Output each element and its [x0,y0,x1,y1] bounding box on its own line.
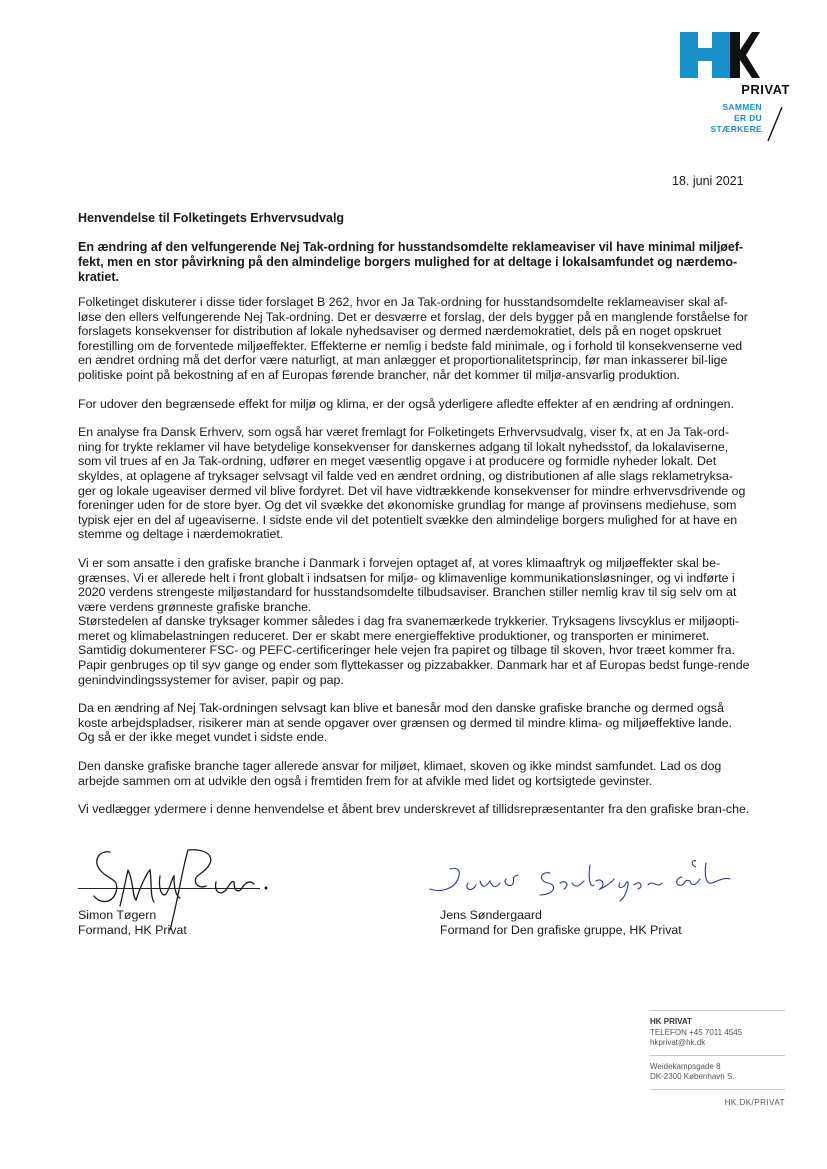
paragraph: Vi er som ansatte i den grafiske branche i Danmark i forvejen optaget af, at vores klimaaftryk og miljøeffekter skal be-grænses. Vi er allerede helt i front globalt i indsatsen for miljø- og klimavenlige kommunikationsløsninger, og vi indførte i 2020 verdens strengeste miljøstandard for husstandsomdelte tilbudsaviser. Branchen stiller nemlig krav til sig selv om at være verdens grønneste grafiske branche. [78,555,737,614]
signature-jens-sondergaard [420,855,760,905]
footer-phone: TELEFON +45 7011 4545 [650,1027,743,1037]
letter-date: 18. juni 2021 [672,174,744,188]
paragraph: Den danske grafiske branche tager allerede ansvar for miljøet, klimaet, skoven og ikke mindst samfundet. Lad os dog arbejde sammen om at udvikle den også i fremtiden frem for at afvikle med lidet og kortsigtede gevinster. [78,759,722,788]
signature-line [78,888,260,889]
logo-tagline: SAMMEN ER DU STÆRKERE [710,102,762,134]
logo-slash-icon [766,106,784,142]
contact-block [650,1011,785,1055]
signatory-name: Simon Tøgern [78,908,157,922]
letter-headline: En ændring af den velfungerende Nej Tak-ordning for husstandsomdelte reklameaviser vil have minimal miljøef-fekt, men en stor påvirkning på den almindelige borgers mulighed for at deltage i lokalsamfundet og nærdemo-kratiet. [78,240,744,284]
footer-email[interactable]: hkprivat@hk.dk [650,1038,706,1047]
footer-org: HK PRIVAT [650,1017,692,1026]
logo-wordmark: PRIVAT [741,82,790,97]
paragraph: Folketinget diskuterer i disse tider forslaget B 262, hvor en Ja Tak-ordning for husstandsomdelte reklameaviser skal af-løse den ellers velfungerende Nej Tak-ordning. Det er desværre et forslag, der dels bygger på en manglende forståelse for forslagets konsekvenser for distribution af lokale nyhedsaviser og dermed nærdemokratiet, dels på en noget opskruet forestilling om de forventede miljøeffekter. Effekterne er nemlig i bedste fald minimale, og i forhold til konsekvenserne ved en ændret ordning må det derfor være naturligt, at man anlægger et proportionalitetsprincip, før man inkasserer bil-lige politiske point på bekostning af en af Europas førende brancher, når det kommer til miljø-ansvarlig produktion. [78,295,748,382]
footer-website[interactable]: HK.DK/PRIVAT [724,1097,785,1107]
paragraph: Størstedelen af danske tryksager kommer således i dag fra svanemærkede trykkerier. Tryksagens livscyklus er miljøopti-meret og klimabelastningen reduceret. Der er skabt mere energieffektive produktioner, og transporten er minimeret. Samtidig dokumenterer FSC- og PEFC-certificeringer hele vejen fra papiret og tilbage til skoven, hvor træet kommer fra. Papir genbruges op til syv gange og ender som flyttekasser og pizzabakker. Danmark har et af Europas bedst funge-rende genindvindingssystemer for aviser, papir og pap. [78,614,750,687]
paragraph: For udover den begrænsede effekt for miljø og klima, er der også yderligere afledte effekter af en ændring af ordningen. [78,396,734,411]
paragraph: Da en ændring af Nej Tak-ordningen selvsagt kan blive et banesår mod den danske grafiske branche og dermed også koste arbejdspladser, risikerer man at sende opgaver over grænsen og dermed til mindre klima- og miljøeffektive lande. Og så er der ikke meget vundet i sidste ende. [78,701,733,745]
signatory-2 [440,908,682,937]
letter-body [78,295,750,831]
hk-logo-mark [680,32,760,78]
hk-privat-logo [680,32,790,144]
signatory-name: Jens Søndergaard [440,908,542,922]
footer-city: DK-2300 København S. [650,1072,735,1081]
paragraph: En analyse fra Dansk Erhverv, som også har været fremlagt for Folketingets Erhvervsudvalg, viser fx, at en Ja Tak-ord-ning for trykte reklamer vil have betydelige konsekvenser for danskernes adgang til lokalt nyhedsstof, da lokalaviserne, som vil trues af en Ja Tak-ordning, udfører en meget væsentlig opgave i at producere og formidle nyheder lokalt. Det skyldes, at oplagene af tryksager selvsagt vil falde ved en ændret ordning, og distributionen af alle slags reklametryksa-ger og lokale ugeaviser dermed vil blive fordyret. Det vil have vidtrækkende konsekvenser for mindre erhvervsdrivende og foreninger uden for de store byer. Og det vil svække det økonomiske grundlag for mange af provinsens mediehuse, som typisk ejer en del af ugeaviserne. I sidste ende vil det potentielt svække den almindelige borgers mulighed for at have en stemme og deltage i nærdemokratiet. [78,425,746,542]
letter-footer [650,1010,785,1108]
signatory-title: Formand for Den grafiske gruppe, HK Privat [440,922,682,937]
signatory-1 [78,908,187,937]
address-block [650,1056,785,1089]
paragraph: Vi vedlægger ydermere i denne henvendelse et åbent brev underskrevet af tillidsrepræsentanter fra den grafiske bran-che. [78,802,750,817]
letter-subject: Henvendelse til Folketingets Erhvervsudvalg [78,211,345,225]
footer-street: Weidekampsgade 8 [650,1061,721,1071]
signatory-title: Formand, HK Privat [78,922,187,937]
